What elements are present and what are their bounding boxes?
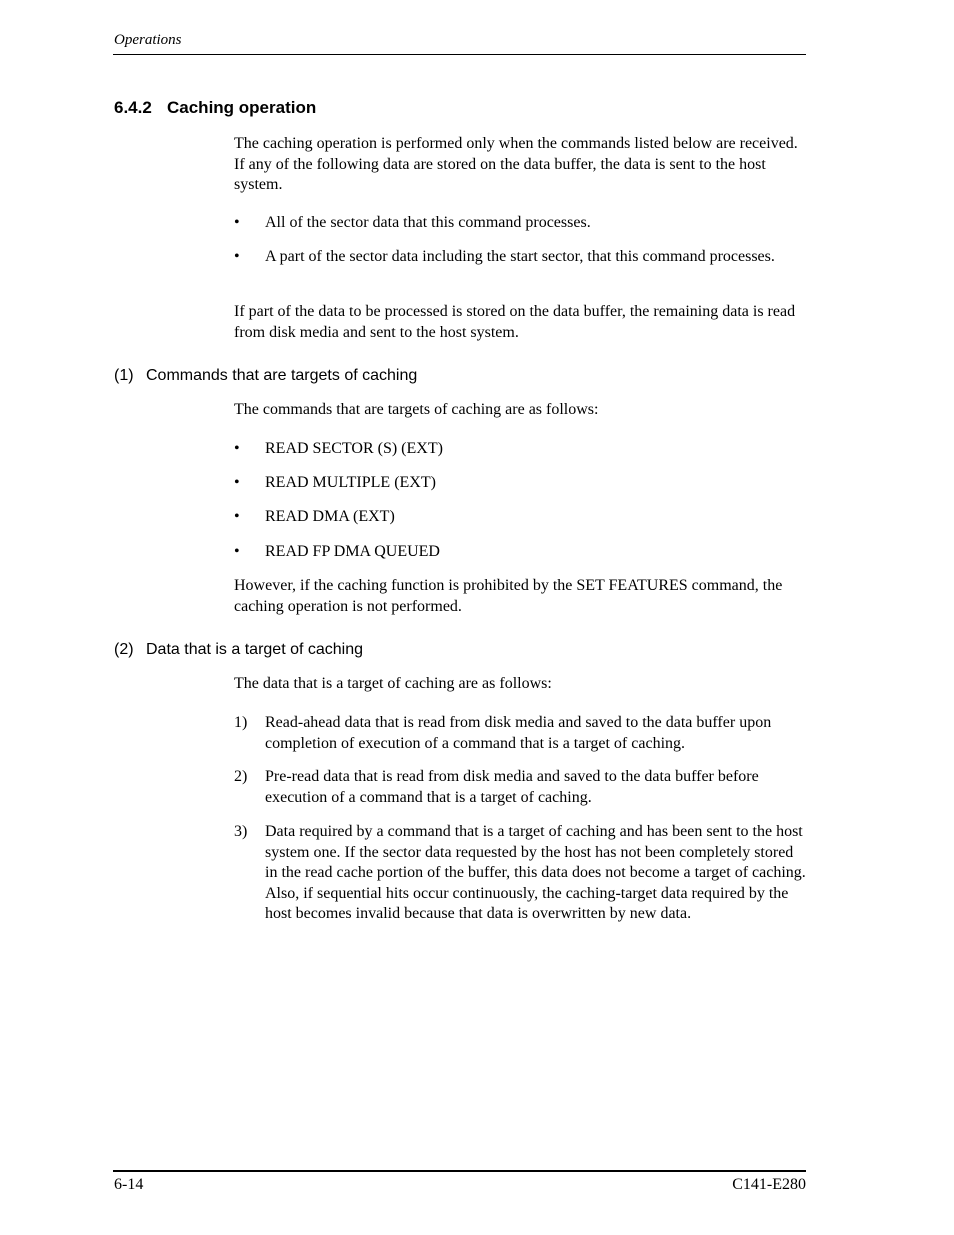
section-heading [114,98,316,118]
subsection-title: Commands that are targets of caching [146,367,418,384]
footer-rule [113,1170,806,1172]
list-number: 3) [234,823,248,840]
document-code: C141-E280 [732,1176,806,1193]
bullet-marker: • [234,474,240,491]
section-number: 6.4.2 [114,98,152,117]
bullet-marker: • [234,508,240,525]
bullet-marker: • [234,248,240,265]
running-header: Operations [114,32,182,48]
bullet-text: All of the sector data that this command processes. [265,214,591,231]
list-number: 2) [234,768,248,785]
subsection-1-heading [114,367,417,385]
bullet-marker: • [234,440,240,457]
subsection-2-heading [114,641,363,659]
bullet-text: A part of the sector data including the start sector, that this command processes. [265,248,775,265]
page-number: 6-14 [114,1176,144,1193]
command-name: READ SECTOR (S) (EXT) [265,440,443,457]
subsection-number: (2) [114,641,134,658]
section-title: Caching operation [167,98,317,117]
list-number: 1) [234,714,248,731]
command-name: READ MULTIPLE (EXT) [265,474,436,491]
command-name: READ DMA (EXT) [265,508,395,525]
list-text: Data required by a command that is a target of caching and has been sent to the host system one. If the sector data requested by the host has not been completely stored in the read cache portion of the buffer, this data does not become a target of caching. Also, if sequential hits occur continuously, the caching-target data required by the host becomes invalid because that data is overwritten by new data. [265,823,806,922]
list-text: Pre-read data that is read from disk media and saved to the data buffer before execution of a command that is a target of caching. [265,768,759,806]
list-text: Read-ahead data that is read from disk media and saved to the data buffer upon completion of execution of a command that is a target of caching. [265,714,772,752]
subsection-2-lead: The data that is a target of caching are as follows: [234,675,552,692]
bullet-marker: • [234,214,240,231]
subsection-title: Data that is a target of caching [146,641,364,658]
subsection-1-lead: The commands that are targets of caching are as follows: [234,401,599,418]
bullet-marker: • [234,543,240,560]
command-name: READ FP DMA QUEUED [265,543,440,560]
intro-after-paragraph: If part of the data to be processed is stored on the data buffer, the remaining data is read from disk media and sent to the host system. [234,303,796,341]
subsection-1-note: However, if the caching function is prohibited by the SET FEATURES command, the caching operation is not performed. [234,577,783,615]
subsection-number: (1) [114,367,134,384]
intro-paragraph: The caching operation is performed only when the commands listed below are received. If any of the following data are stored on the data buffer, the data is sent to the host system. [234,135,798,193]
header-rule [113,54,806,55]
